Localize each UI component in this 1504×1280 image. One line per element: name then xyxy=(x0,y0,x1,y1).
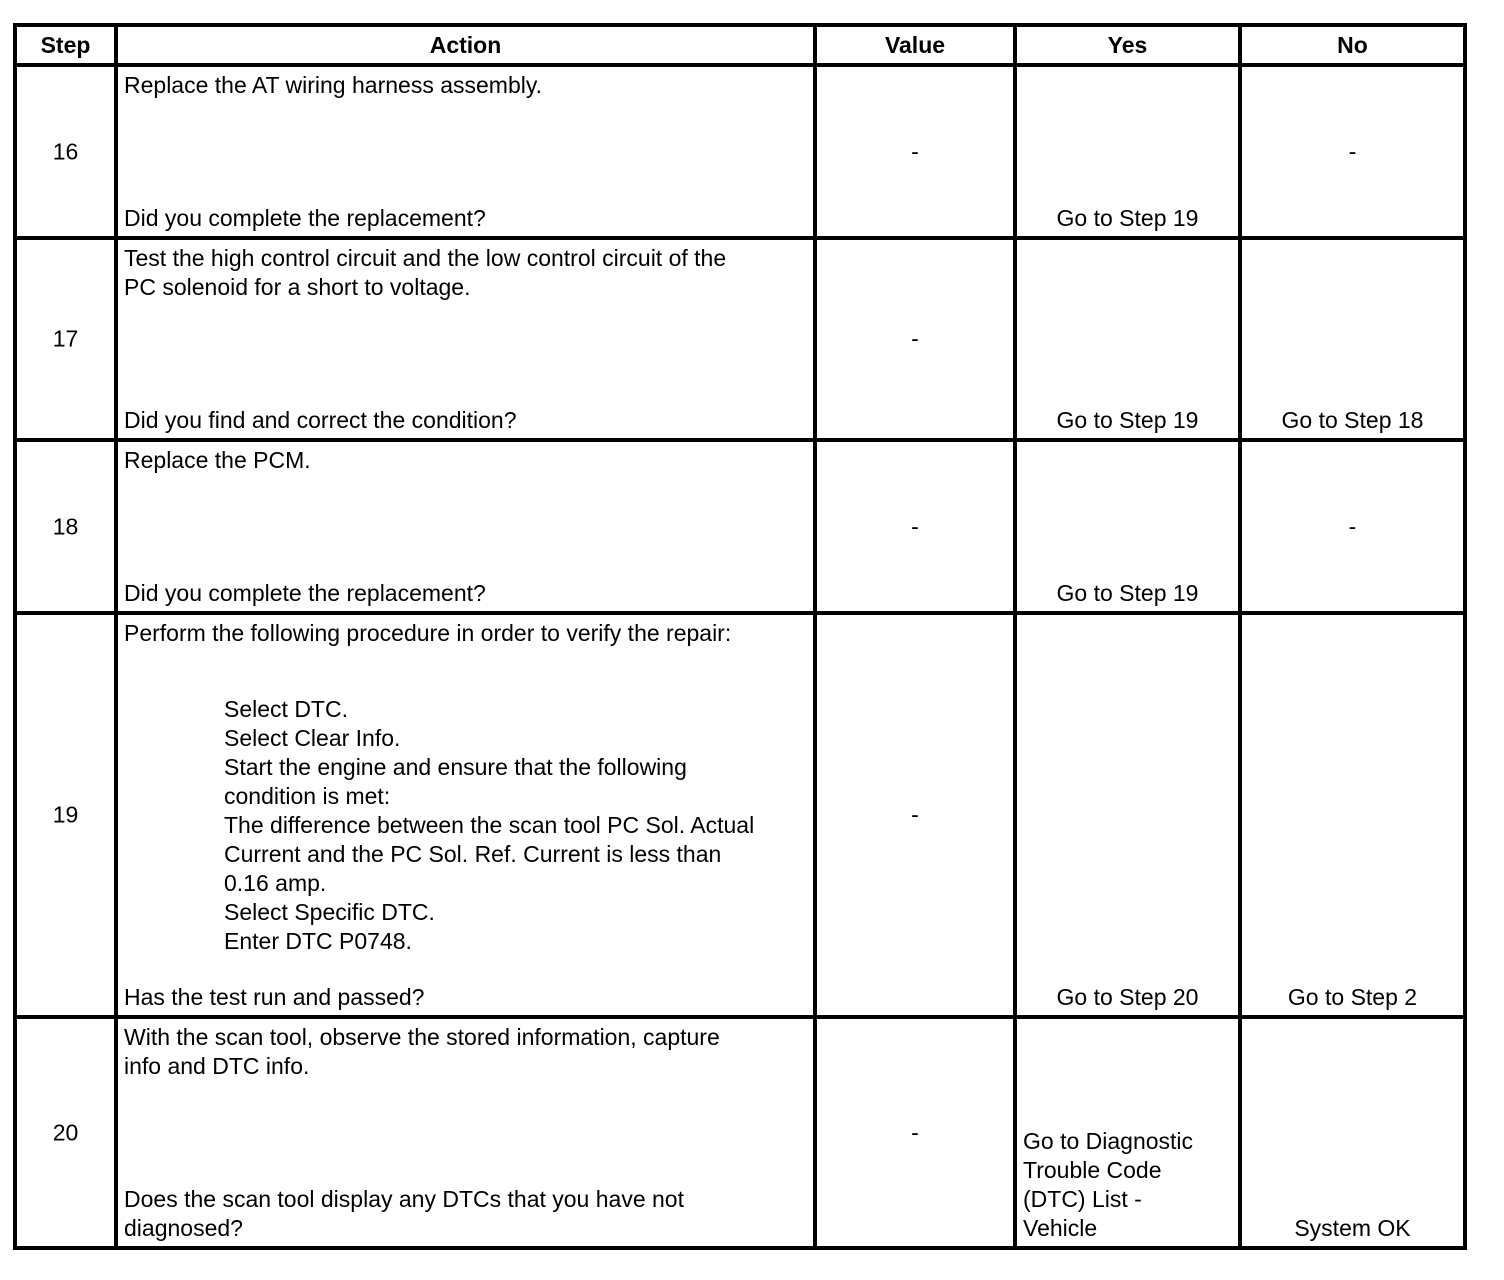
no-cell xyxy=(1240,613,1465,1017)
yes-cell xyxy=(1015,238,1240,440)
step-cell xyxy=(15,440,116,613)
action-question: Has the test run and passed? xyxy=(124,984,425,1010)
no-cell xyxy=(1240,238,1465,440)
step-cell xyxy=(15,65,116,238)
no-text: System OK xyxy=(1294,1215,1411,1241)
value-cell xyxy=(815,65,1015,238)
procedure-step: Select DTC. xyxy=(224,696,348,722)
no-cell xyxy=(1240,440,1465,613)
action-instruction: Perform the following procedure in order to verify the repair: xyxy=(124,620,732,646)
action-cell xyxy=(116,1017,815,1248)
value-cell xyxy=(815,613,1015,1017)
yes-cell xyxy=(1015,1017,1240,1248)
no-text: Go to Step 2 xyxy=(1287,984,1418,1010)
yes-text: Go to Diagnostic Trouble Code (DTC) List - Vehicle xyxy=(1023,1128,1194,1241)
procedure-list xyxy=(224,695,805,956)
action-cell xyxy=(116,613,815,1017)
table-row xyxy=(15,65,1465,238)
action-question: Does the scan tool display any DTCs that you have not diagnosed? xyxy=(124,1186,684,1241)
value-cell xyxy=(815,440,1015,613)
action-cell xyxy=(116,65,815,238)
action-question: Did you complete the replacement? xyxy=(124,205,486,231)
step-number: 18 xyxy=(52,513,79,539)
header-no: No xyxy=(1240,25,1465,65)
action-question: Did you find and correct the condition? xyxy=(124,407,517,433)
no-cell xyxy=(1240,65,1465,238)
header-yes: Yes xyxy=(1015,25,1240,65)
action-cell xyxy=(116,238,815,440)
procedure-step: Start the engine and ensure that the following condition is met: xyxy=(224,754,687,809)
yes-cell xyxy=(1015,65,1240,238)
header-action: Action xyxy=(116,25,815,65)
no-text: - xyxy=(1348,138,1357,164)
yes-cell xyxy=(1015,613,1240,1017)
no-text: Go to Step 18 xyxy=(1281,407,1424,433)
table-row xyxy=(15,440,1465,613)
no-cell xyxy=(1240,1017,1465,1248)
yes-text: Go to Step 19 xyxy=(1056,205,1199,231)
header-step: Step xyxy=(15,25,116,65)
table-row xyxy=(15,1017,1465,1248)
step-number: 19 xyxy=(52,801,79,828)
value-text: - xyxy=(911,513,919,539)
table-row xyxy=(15,238,1465,440)
action-cell xyxy=(116,440,815,613)
procedure-step: Select Clear Info. xyxy=(224,725,401,751)
diagnostic-table xyxy=(13,23,1467,1250)
value-text: - xyxy=(911,325,919,352)
value-cell xyxy=(815,238,1015,440)
step-cell xyxy=(15,613,116,1017)
header-value: Value xyxy=(815,25,1015,65)
yes-cell xyxy=(1015,440,1240,613)
value-text: - xyxy=(911,138,919,164)
action-instruction: Test the high control circuit and the low control circuit of the PC solenoid for a short to voltage. xyxy=(124,245,727,300)
action-instruction: Replace the PCM. xyxy=(124,447,311,473)
table-row xyxy=(15,613,1465,1017)
step-number: 20 xyxy=(52,1119,79,1145)
value-text: - xyxy=(911,1119,919,1145)
value-text: - xyxy=(911,801,919,828)
step-cell xyxy=(15,1017,116,1248)
header-row xyxy=(15,25,1465,65)
no-text: - xyxy=(1348,513,1357,539)
value-cell xyxy=(815,1017,1015,1248)
step-number: 17 xyxy=(52,325,79,352)
procedure-step: The difference between the scan tool PC Sol. Actual Current and the PC Sol. Ref. Current is less than 0.16 amp. xyxy=(224,812,755,896)
action-instruction: Replace the AT wiring harness assembly. xyxy=(124,72,543,98)
procedure-step: Select Specific DTC. xyxy=(224,899,435,925)
yes-text: Go to Step 19 xyxy=(1056,580,1199,606)
procedure-step: Enter DTC P0748. xyxy=(224,928,412,954)
action-question: Did you complete the replacement? xyxy=(124,580,486,606)
step-number: 16 xyxy=(52,138,79,164)
action-instruction: With the scan tool, observe the stored information, capture info and DTC info. xyxy=(124,1024,720,1079)
yes-text: Go to Step 19 xyxy=(1056,407,1199,433)
yes-text: Go to Step 20 xyxy=(1056,984,1199,1010)
step-cell xyxy=(15,238,116,440)
